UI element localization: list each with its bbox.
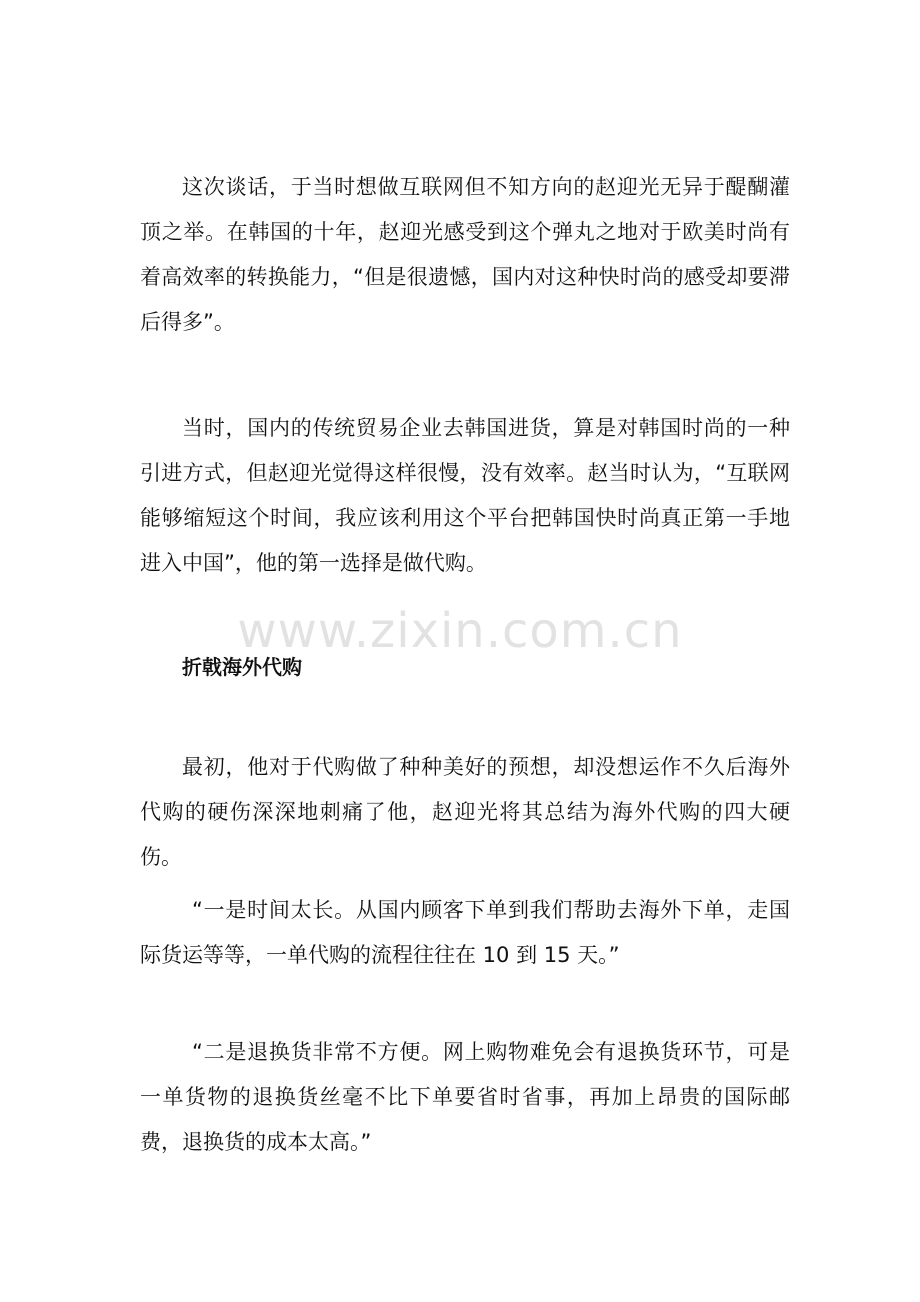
paragraph-1: 这次谈话，于当时想做互联网但不知方向的赵迎光无异于醍醐灌顶之举。在韩国的十年，赵迎光感受到这个弹丸之地对于欧美时尚有着高效率的转换能力，“但是很遗憾，国内对这种快时尚的感受却要滞后得多”。	[140, 175, 790, 334]
watermark: www.zixin.com.cn	[237, 603, 683, 659]
section-heading: 折戟海外代购	[182, 655, 302, 679]
paragraph-3: 最初，他对于代购做了种种美好的预想，却没想运作不久后海外代购的硬伤深深地刺痛了他，赵迎光将其总结为海外代购的四大硬伤。	[140, 755, 790, 869]
paragraph-4: “一是时间太长。从国内顾客下单到我们帮助去海外下单，走国际货运等等，一单代购的流程往往在 10 到 15 天。”	[140, 898, 790, 967]
paragraph-2: 当时，国内的传统贸易企业去韩国进货，算是对韩国时尚的一种引进方式，但赵迎光觉得这样很慢，没有效率。赵当时认为，“互联网能够缩短这个时间，我应该利用这个平台把韩国快时尚真正第一手地进入中国”，他的第一选择是做代购。	[140, 416, 790, 575]
paragraph-5: “二是退换货非常不方便。网上购物难免会有退换货环节，可是一单货物的退换货丝毫不比下单要省时省事，再加上昂贵的国际邮费，退换货的成本太高。”	[140, 1040, 790, 1154]
